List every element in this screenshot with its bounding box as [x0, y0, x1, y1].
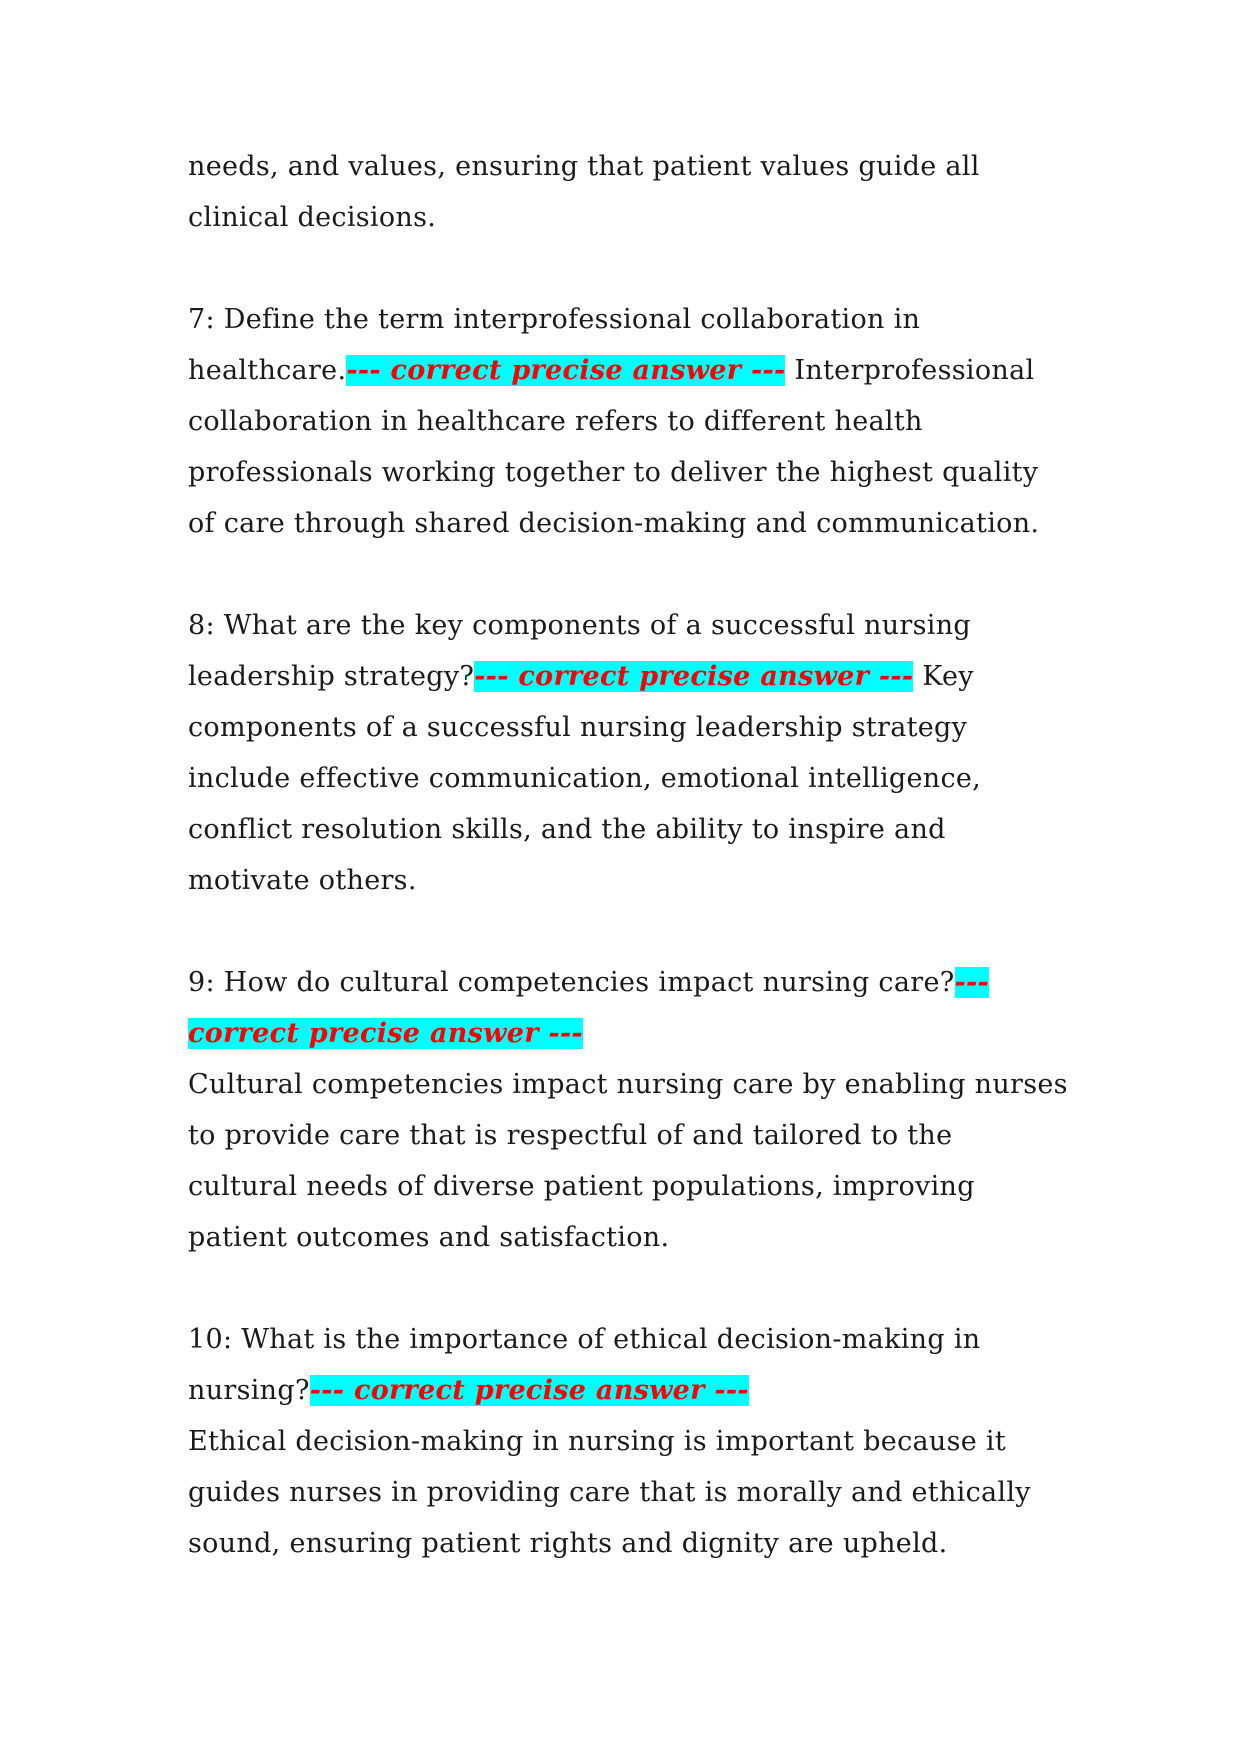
qa-item	[188, 600, 1068, 906]
intro-text: needs, and values, ensuring that patient values guide all clinical decisions.	[188, 151, 980, 233]
answer-text: Interprofessional collaboration in healthcare refers to different health professionals working together to deliver the highest quality of care through shared decision-making and communication.	[188, 355, 1040, 539]
question-text: 7: Define the term interprofessional collaboration in healthcare.	[188, 304, 921, 386]
question-text: 8: What are the key components of a successful nursing leadership strategy?	[188, 610, 971, 692]
answer-text: Key components of a successful nursing leadership strategy include effective communication, emotional intelligence, conflict resolution skills, and the ability to inspire and motivate others.	[188, 661, 982, 896]
answer-text: Cultural competencies impact nursing care by enabling nurses to provide care that is respectful of and tailored to the cultural needs of diverse patient populations, improving patient outcomes and satisfaction.	[188, 1069, 1068, 1253]
qa-item	[188, 294, 1068, 549]
qa-item	[188, 957, 1068, 1263]
answer-text: Ethical decision-making in nursing is important because it guides nurses in providing care that is morally and ethically sound, ensuring patient rights and dignity are upheld.	[188, 1426, 1031, 1559]
question-text: 10: What is the importance of ethical decision-making in nursing?	[188, 1324, 981, 1406]
document-page	[188, 141, 1068, 1569]
answer-marker: --- correct precise answer ---	[474, 661, 914, 692]
answer-marker: --- correct precise answer ---	[309, 1375, 749, 1406]
question-text: 9: How do cultural competencies impact nursing care?	[188, 967, 955, 998]
answer-marker: --- correct precise answer ---	[188, 967, 990, 1049]
answer-marker: --- correct precise answer ---	[346, 355, 786, 386]
intro-paragraph	[188, 141, 1068, 243]
qa-item	[188, 1314, 1068, 1569]
